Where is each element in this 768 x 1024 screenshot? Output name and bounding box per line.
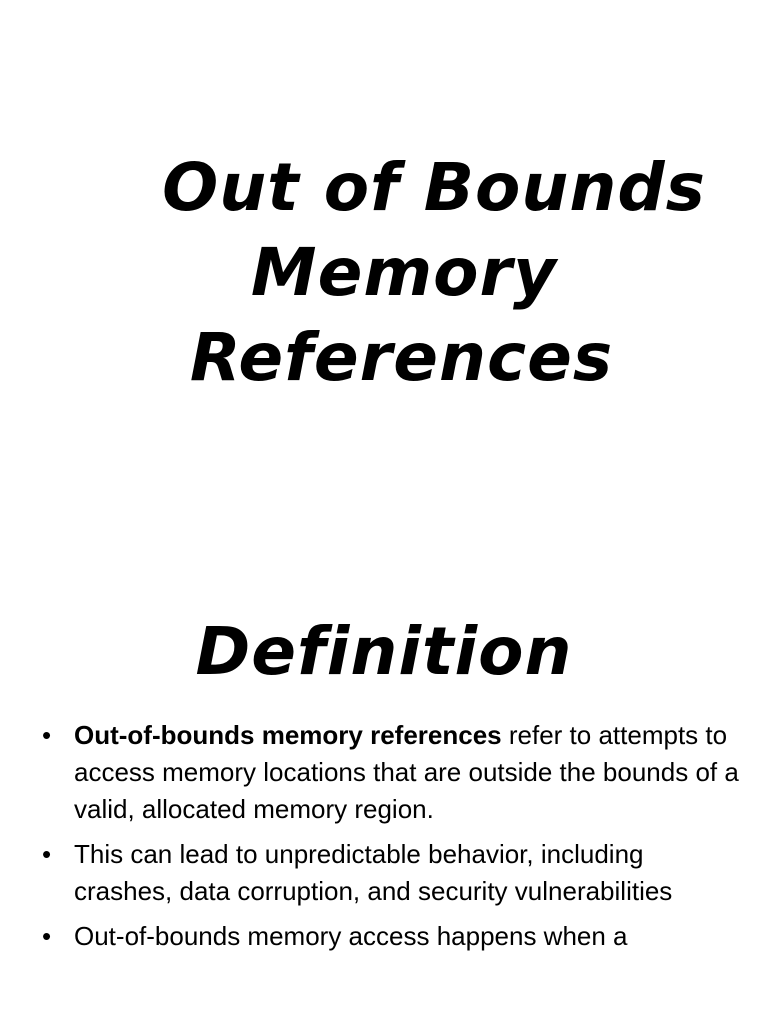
bullet-text: Out-of-bounds memory access happens when a (74, 921, 628, 951)
bullet-icon: • (42, 839, 52, 869)
section-heading-text: Definition (195, 613, 573, 690)
title-line-2: Memory (250, 234, 558, 311)
section-heading (0, 612, 768, 692)
bullet-item (42, 918, 742, 955)
bullet-list (42, 717, 742, 963)
bullet-icon: • (42, 921, 52, 951)
bullet-item (42, 717, 742, 828)
bullet-text: This can lead to unpredictable behavior, including crashes, data corruption, and security vulnerabilities (74, 839, 673, 906)
title-line-1: Out of Bounds (162, 149, 706, 226)
slide-title (0, 145, 768, 400)
bullet-item (42, 836, 742, 910)
title-line-3: References (189, 319, 614, 396)
bullet-bold-term: Out-of-bounds memory references (74, 720, 502, 750)
bullet-text: refer to attempts to access memory locations that are outside the bounds of a valid, allocated memory region. (74, 720, 739, 824)
bullet-icon: • (42, 720, 52, 750)
